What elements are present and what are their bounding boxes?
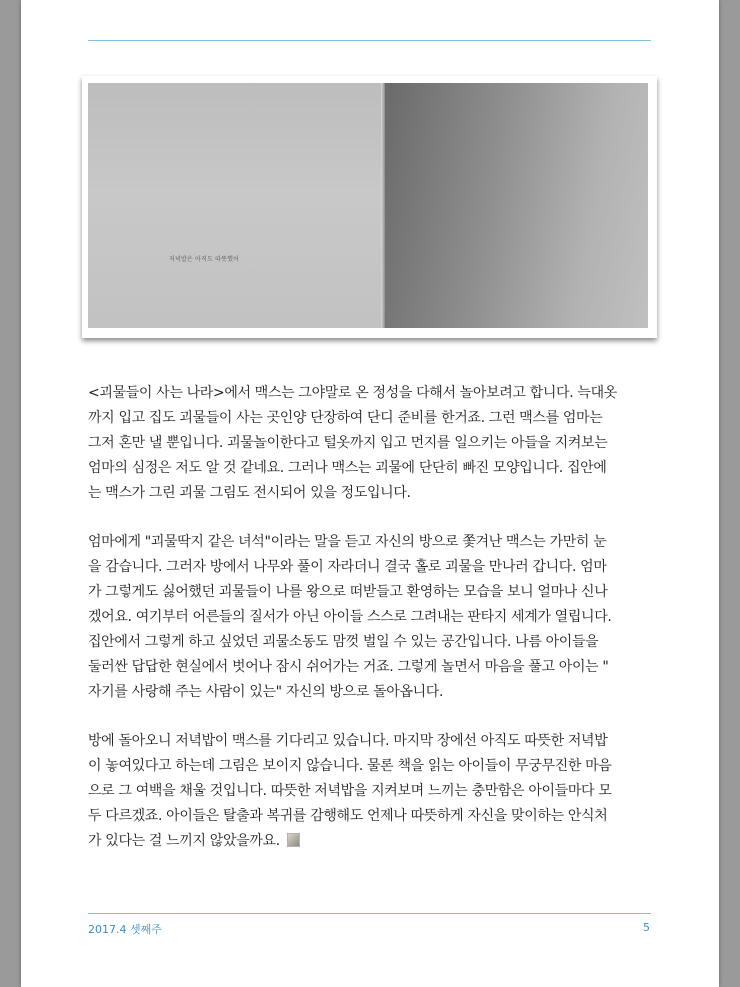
document-page bbox=[21, 0, 719, 987]
text-line: 방에 돌아오니 저녁밥이 맥스를 기다리고 있습니다. 마지막 장에선 아직도 따뜻한 저녁밥 bbox=[88, 733, 608, 749]
text-line: 둘러싼 답답한 현실에서 벗어나 잠시 쉬어가는 거죠. 그렇게 놀면서 마음을 풀고 아이는 " bbox=[88, 659, 609, 675]
inline-thumbnail-image bbox=[287, 833, 300, 847]
text-line: 이 놓여있다고 하는데 그림은 보이지 않습니다. 물론 책을 읽는 아이들이 무궁무진한 마음 bbox=[88, 758, 612, 774]
text-line: 그저 혼만 낼 뿐입니다. 괴물놀이한다고 털옷까지 입고 먼지를 일으키는 아들을 지켜보는 bbox=[88, 435, 608, 451]
footer-rule bbox=[88, 913, 651, 914]
text-line: 는 맥스가 그린 괴물 그림도 전시되어 있을 정도입니다. bbox=[88, 485, 411, 501]
text-line: 으로 그 여백을 채울 것입니다. 따뜻한 저녁밥을 지켜보며 느끼는 충만함은 아이들마다 모 bbox=[88, 783, 612, 799]
text-line: 두 다르겠죠. 아이들은 탈출과 복귀를 감행해도 언제나 따뜻하게 자신을 맞이하는 안식처 bbox=[88, 808, 608, 824]
paragraph-2 bbox=[88, 530, 658, 705]
text-line: 자기를 사랑해 주는 사람이 있는" 자신의 방으로 돌아옵니다. bbox=[88, 684, 444, 700]
book-photo-frame bbox=[82, 76, 657, 338]
text-line: 을 감습니다. 그러자 방에서 나무와 풀이 자라더니 결국 홀로 괴물을 만나러 갑니다. 엄마 bbox=[88, 559, 607, 575]
text-line: <괴물들이 사는 나라>에서 맥스는 그야말로 온 정성을 다해서 놀아보려고 합니다. 늑대옷 bbox=[88, 385, 617, 401]
article-body bbox=[88, 381, 658, 878]
text-line: 엄마에게 "괴물딱지 같은 녀석"이라는 말을 듣고 자신의 방으로 쫓겨난 맥스는 가만히 눈 bbox=[88, 534, 607, 550]
footer-page-number: 5 bbox=[643, 921, 650, 934]
footer-issue-label: 2017.4 셋째주 bbox=[88, 923, 162, 936]
paragraph-3 bbox=[88, 729, 658, 854]
text-line: 엄마의 심정은 저도 알 것 같네요. 그러나 맥스는 괴물에 단단히 빠진 모양입니다. 집안에 bbox=[88, 460, 607, 476]
book-left-page bbox=[88, 83, 383, 328]
text-line: 까지 입고 집도 괴물들이 사는 곳인양 단장하여 단디 준비를 한거죠. 그런 맥스를 엄마는 bbox=[88, 410, 603, 426]
text-line-content: 가 있다는 걸 느끼지 않았을까요. bbox=[88, 833, 280, 849]
header-rule bbox=[88, 40, 651, 41]
book-spread-photo bbox=[88, 83, 648, 328]
book-right-page bbox=[385, 83, 648, 328]
book-page-caption: 저녁밥은 아직도 따뜻했어 bbox=[169, 256, 240, 263]
text-line: 겠어요. 여기부터 어른들의 질서가 아닌 아이들 스스로 그려내는 판타지 세계가 열립니다. bbox=[88, 609, 612, 625]
paragraph-1 bbox=[88, 381, 658, 506]
last-text-line bbox=[88, 829, 658, 854]
text-line: 가 그렇게도 싫어했던 괴물들이 나를 왕으로 떠받들고 환영하는 모습을 보니 얼마나 신나 bbox=[88, 584, 608, 600]
text-line: 집안에서 그렇게 하고 싶었던 괴물소동도 맘껏 벌일 수 있는 공간입니다. 나름 아이들을 bbox=[88, 634, 599, 650]
